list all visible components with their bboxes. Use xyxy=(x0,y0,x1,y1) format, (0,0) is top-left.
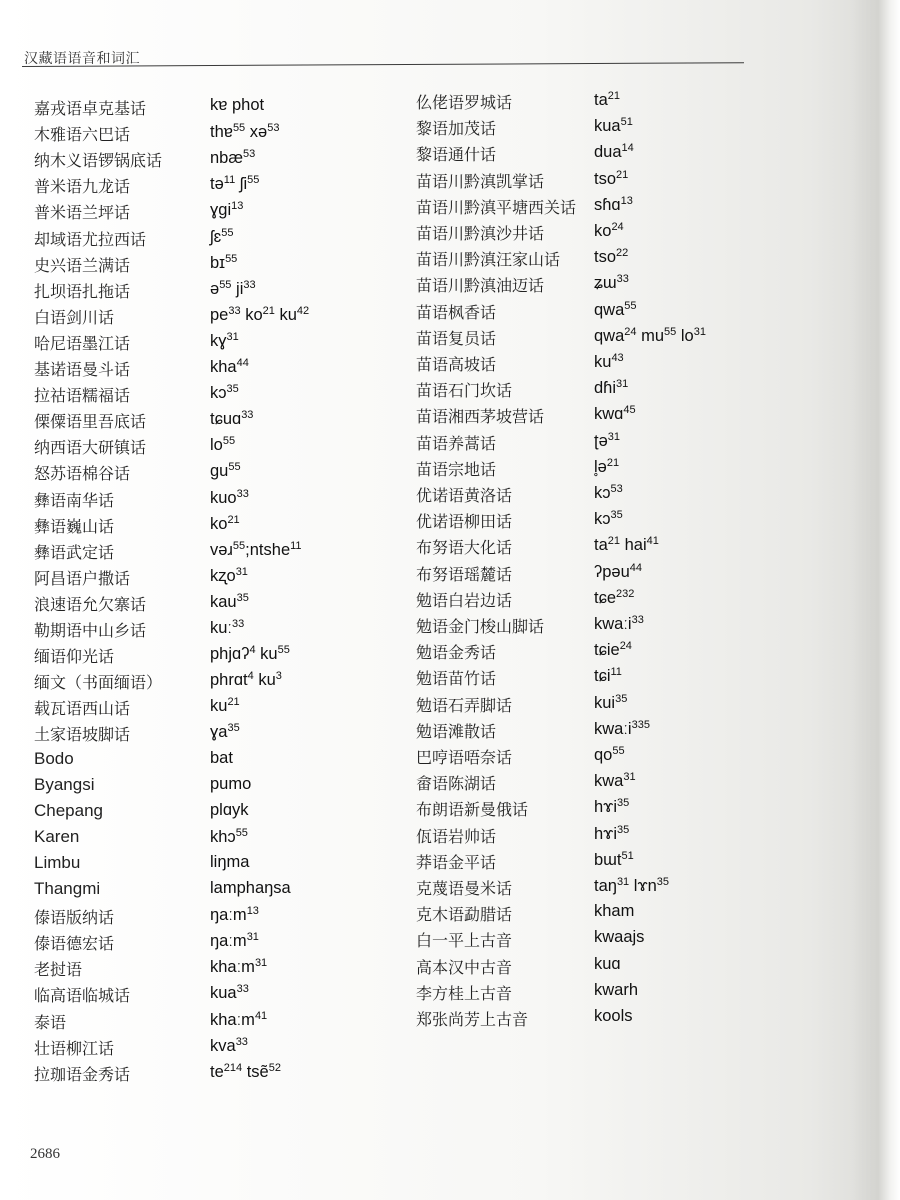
language-name: 勒期语中山乡话 xyxy=(34,621,147,640)
phonetic-form: thɐ$^{55}$ xə$^{53}$ xyxy=(210,122,280,142)
phonetic-form: kwaːi$^{335}$ xyxy=(594,718,650,738)
phonetic-form: ŋaːm$^{13}$ xyxy=(210,905,259,925)
phonetic-form: ŋaːm$^{31}$ xyxy=(210,931,259,951)
phonetic-form: $gu^{55}$ xyxy=(210,461,241,481)
phonetic-form: bɯt$^{51}$ xyxy=(594,849,634,869)
phonetic-form: kham xyxy=(594,902,635,921)
phonetic-form: kɔ$^{35}$ xyxy=(210,383,239,403)
language-name: 载瓦语西山话 xyxy=(34,699,131,719)
language-name: 高本汉中古音 xyxy=(416,957,513,977)
language-name: 木雅语六巴话 xyxy=(34,125,131,145)
language-name: 苗语养蒿话 xyxy=(416,433,497,453)
phonetic-form: tɕi$^{11}$ xyxy=(594,666,622,686)
language-name: 勉语苗竹话 xyxy=(416,669,497,689)
phonetic-form: $pe^{33}$ $ko^{21}$ $ku^{42}$ xyxy=(210,304,310,324)
language-name: 优诺语黄洛话 xyxy=(416,486,513,505)
language-name: 基诺语曼斗话 xyxy=(34,360,131,379)
language-name: 布努语瑶麓话 xyxy=(416,564,513,584)
phonetic-form: tə$^{11}$ ʃi$^{55}$ xyxy=(210,174,260,194)
phonetic-form: vəɹ$^{55}$;ntshe$^{11}$ xyxy=(210,539,302,559)
phonetic-form: kwa$^{31}$ xyxy=(594,771,636,791)
language-name: 土家语坡脚话 xyxy=(34,725,131,745)
language-name: 克木语勐腊话 xyxy=(416,905,513,925)
language-name: 克蔑语曼米话 xyxy=(416,879,513,898)
phonetic-form: plɑyk xyxy=(210,800,249,819)
language-name: 哈尼语墨江话 xyxy=(34,333,131,353)
phonetic-form: qwa$^{24}$ $mu^{55}$ $lo^{31}$ xyxy=(594,325,706,345)
phonetic-form: kua$^{51}$ xyxy=(594,116,633,136)
phonetic-form: $qo^{55}$ xyxy=(594,745,625,764)
phonetic-form: dua$^{14}$ xyxy=(594,142,634,162)
phonetic-form: ʔpəu$^{44}$ xyxy=(594,561,643,581)
phonetic-form: kɔ$^{35}$ xyxy=(594,509,623,529)
phonetic-form: hɤi$^{35}$ xyxy=(594,823,630,843)
language-name: 苗语川黔滇沙井话 xyxy=(416,224,545,243)
language-name: Thangmi xyxy=(34,879,101,898)
language-name: 纳木义语锣锅底话 xyxy=(34,151,163,171)
phonetic-form: tɕe$^{232}$ xyxy=(594,587,635,607)
language-name: 傣语版纳话 xyxy=(34,908,115,928)
language-name: 勉语滩散话 xyxy=(416,721,497,741)
language-name: 苗语川黔滇汪家山话 xyxy=(416,250,561,270)
language-name: 缅语仰光话 xyxy=(34,647,115,667)
phonetic-form: ə$^{55}$ $ji^{33}$ xyxy=(210,278,256,298)
language-name: 拉珈语金秀话 xyxy=(34,1064,131,1084)
language-name: 李方桂上古音 xyxy=(416,983,513,1003)
language-name: 苗语湘西茅坡营话 xyxy=(416,407,545,427)
language-name: 仫佬语罗城话 xyxy=(416,93,513,112)
language-name: Bodo xyxy=(34,748,74,768)
language-name: 彝语武定话 xyxy=(34,542,115,562)
language-name: 勉语白岩边话 xyxy=(416,590,513,610)
phonetic-form: kau$^{35}$ xyxy=(210,591,249,611)
language-name: 傣语德宏话 xyxy=(34,934,115,954)
phonetic-form: kuo$^{33}$ xyxy=(210,487,249,507)
language-name: 缅文（书面缅语） xyxy=(34,673,163,693)
phonetic-form: dɦi$^{31}$ xyxy=(594,378,629,398)
phonetic-form: kɔ$^{53}$ xyxy=(594,483,623,502)
language-name: 勉语石弄脚话 xyxy=(416,695,513,715)
phonetic-form: ɣa$^{35}$ xyxy=(210,722,240,742)
language-name: 莽语金平话 xyxy=(416,852,497,872)
phonetic-form: hɤi$^{35}$ xyxy=(594,797,630,817)
phonetic-form: bɪ$^{55}$ xyxy=(210,252,238,272)
phonetic-form: pumo xyxy=(210,774,252,793)
phonetic-form: $lo^{55}$ xyxy=(210,435,236,455)
running-header-title: 汉藏语语音和词汇 xyxy=(24,51,140,67)
language-name: 苗语复员话 xyxy=(416,328,497,348)
phonetic-form: ʈə$^{31}$ xyxy=(594,430,621,450)
language-name: 苗语川黔滇凯掌话 xyxy=(416,171,545,191)
language-name: Byangsi xyxy=(34,774,95,794)
language-name: 临高语临城话 xyxy=(34,986,131,1006)
phonetic-form: kua$^{33}$ xyxy=(210,983,249,1003)
phonetic-form: kwaːi$^{33}$ xyxy=(594,614,644,633)
phonetic-form: kwɑ$^{45}$ xyxy=(594,404,636,424)
phonetic-form: ɣgi$^{13}$ xyxy=(210,200,244,220)
language-name: Limbu xyxy=(34,852,81,872)
phonetic-form: tɕie$^{24}$ xyxy=(594,640,632,660)
phonetic-form: kuɑ xyxy=(594,954,621,973)
language-name: 白一平上古音 xyxy=(416,931,513,951)
phonetic-form: qwa$^{55}$ xyxy=(594,299,637,319)
phonetic-form: $te^{214}$ tsẽ$^{52}$ xyxy=(210,1061,281,1081)
phonetic-form: $ku^{21}$ xyxy=(210,696,240,716)
phonetic-form: phrɑt$^4$ $ku^3$ xyxy=(210,670,282,690)
phonetic-form: l̥ə$^{21}$ xyxy=(594,456,620,476)
language-name: 傈僳语里吾底话 xyxy=(34,412,147,432)
phonetic-form: kʐo$^{31}$ xyxy=(210,565,248,585)
phonetic-form: khɔ$^{55}$ xyxy=(210,826,248,846)
language-name: 史兴语兰满话 xyxy=(34,255,131,275)
phonetic-form: khaːm$^{31}$ xyxy=(210,957,268,977)
phonetic-form: lamphaŋsa xyxy=(210,879,291,897)
phonetic-form: khaːm$^{41}$ xyxy=(210,1009,268,1029)
language-name: Chepang xyxy=(34,800,104,820)
phonetic-form: tɕuɑ$^{33}$ xyxy=(210,409,254,429)
phonetic-form: $ko^{21}$ xyxy=(210,513,240,533)
language-name: 纳西语大研镇话 xyxy=(34,438,147,458)
language-name: 彝语南华话 xyxy=(34,490,115,510)
phonetic-form: bat xyxy=(210,748,233,767)
phonetic-form: $ta^{21}$ xyxy=(594,90,621,109)
phonetic-form: $ku^{43}$ xyxy=(594,352,624,371)
language-name: 老挝语 xyxy=(34,960,83,980)
phonetic-form: phjɑʔ$^4$ $ku^{55}$ xyxy=(210,644,290,664)
phonetic-form: kuː$^{33}$ xyxy=(210,618,245,637)
language-name: 布努语大化话 xyxy=(416,538,513,558)
phonetic-form: kɣ$^{31}$ xyxy=(210,330,239,350)
phonetic-form: tso$^{21}$ xyxy=(594,168,629,188)
language-name: 勉语金秀话 xyxy=(416,643,497,663)
phonetic-form: $ta^{21}$ hai$^{41}$ xyxy=(594,535,659,555)
phonetic-form: kwarh xyxy=(594,980,639,999)
language-name: 拉祜语糯福话 xyxy=(34,386,131,406)
language-name: 普米语兰坪话 xyxy=(34,203,131,223)
language-name: 怒苏语棉谷话 xyxy=(34,464,131,484)
language-name: 佤语岩帅话 xyxy=(416,826,497,846)
language-name: 却域语尤拉西话 xyxy=(34,229,147,249)
language-name: 黎语加茂话 xyxy=(416,119,497,139)
language-name: 白语剑川话 xyxy=(34,307,115,327)
language-name: 浪速语允欠寨话 xyxy=(34,594,147,614)
phonetic-form: sɦɑ$^{13}$ xyxy=(594,194,633,214)
phonetic-form: taŋ$^{31}$ lɤn$^{35}$ xyxy=(594,876,670,895)
phonetic-form: ʃɛ$^{55}$ xyxy=(210,226,234,246)
phonetic-form: liŋma xyxy=(210,852,250,871)
phonetic-form: ʑɯ$^{33}$ xyxy=(594,273,629,293)
language-name: 阿昌语户撒话 xyxy=(34,568,131,588)
page-number: 2686 xyxy=(30,1146,60,1162)
language-name: 扎坝语扎拖话 xyxy=(34,281,131,301)
language-name: 苗语高坡话 xyxy=(416,355,497,374)
language-name: 苗语川黔滇油迈话 xyxy=(416,276,545,296)
language-name: 普米语九龙话 xyxy=(34,177,131,197)
phonetic-form: kva$^{33}$ xyxy=(210,1035,248,1055)
phonetic-form: nbæ$^{53}$ xyxy=(210,148,256,168)
language-name: 嘉戎语卓克基话 xyxy=(34,99,147,118)
phonetic-form: kha$^{44}$ xyxy=(210,357,249,376)
phonetic-form: kɐ phot xyxy=(210,96,265,114)
language-name: 巴哼语唔奈话 xyxy=(416,748,513,767)
language-name: 苗语宗地话 xyxy=(416,459,497,479)
language-name: 勉语金门梭山脚话 xyxy=(416,617,545,636)
language-name: 壮语柳江话 xyxy=(34,1038,115,1058)
language-name: 苗语枫香话 xyxy=(416,302,497,322)
language-name: 畲语陈湖话 xyxy=(416,774,497,794)
phonetic-form: kwaajs xyxy=(594,928,645,947)
language-name: 优诺语柳田话 xyxy=(416,512,513,532)
phonetic-form: kui$^{35}$ xyxy=(594,692,628,712)
language-name: 布朗语新曼俄话 xyxy=(416,800,529,820)
language-name: 苗语石门坎话 xyxy=(416,381,513,401)
language-name: 彝语巍山话 xyxy=(34,516,115,536)
phonetic-form: $ko^{24}$ xyxy=(594,221,624,240)
book-spine-shadow xyxy=(852,0,900,1200)
phonetic-form: kools xyxy=(594,1007,633,1025)
phonetic-form: tso$^{22}$ xyxy=(594,247,629,267)
language-name: 黎语通什话 xyxy=(416,145,497,165)
language-name: 苗语川黔滇平塘西关话 xyxy=(416,197,577,217)
language-name: 泰语 xyxy=(34,1012,67,1032)
language-name: Karen xyxy=(34,826,80,846)
language-name: 郑张尚芳上古音 xyxy=(416,1010,529,1029)
